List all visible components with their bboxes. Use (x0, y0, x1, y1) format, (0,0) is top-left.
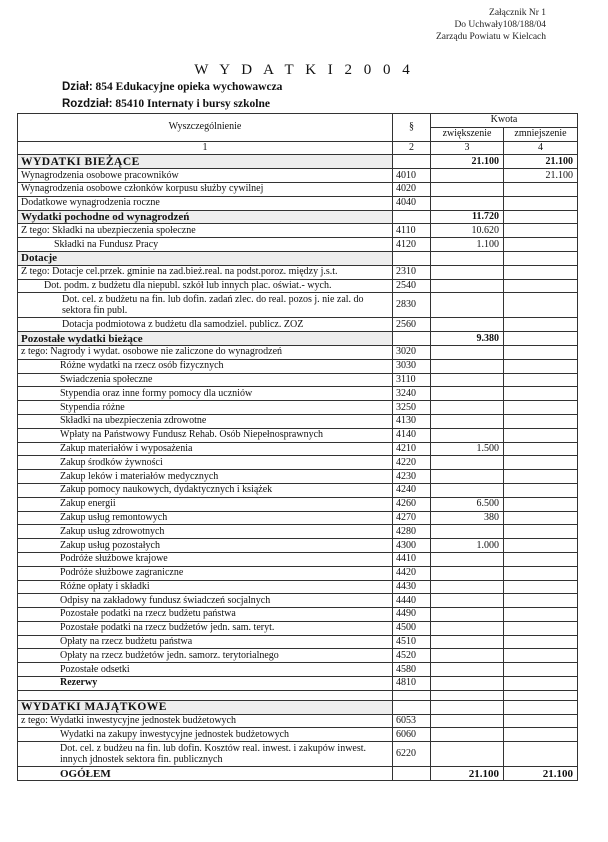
row-decrease (504, 196, 578, 210)
table-row (18, 580, 578, 594)
row-section-code: 4420 (393, 566, 431, 580)
table-row (18, 442, 578, 456)
row-section-code: 6053 (393, 714, 431, 728)
row-description: Zakup usług remontowych (18, 511, 393, 525)
row-decrease (504, 470, 578, 484)
row-decrease (504, 332, 578, 346)
row-description: Dot. cel. z budżetu na fin. lub dofin. zadań zlec. do real. pozos j. nie zal. do sektora fin publ. (18, 293, 393, 318)
header-section: § (393, 114, 431, 142)
row-increase: 1.000 (431, 539, 504, 553)
table-row (18, 279, 578, 293)
row-section-code: 4490 (393, 608, 431, 622)
table-row (18, 196, 578, 210)
table-row (18, 635, 578, 649)
row-description: Pozostałe wydatki bieżące (18, 332, 393, 346)
row-description: Opłaty na rzecz budżetów jedn. samorz. terytorialnego (18, 649, 393, 663)
row-section-code (393, 332, 431, 346)
row-increase (431, 293, 504, 318)
section-row (18, 700, 578, 714)
row-description: Dotacje (18, 251, 393, 265)
row-description: Wynagrodzenia osobowe pracowników (18, 169, 393, 183)
row-increase (431, 345, 504, 359)
row-section-code (393, 155, 431, 169)
row-description: Podróże służbowe krajowe (18, 552, 393, 566)
row-description: Stypendia oraz inne formy pomocy dla uczniów (18, 387, 393, 401)
row-decrease: 21.100 (504, 169, 578, 183)
row-section-code: 4210 (393, 442, 431, 456)
row-description: Dodatkowe wynagrodzenia roczne (18, 196, 393, 210)
row-decrease: 21.100 (504, 155, 578, 169)
table-row (18, 483, 578, 497)
row-description: Pozostałe podatki na rzecz budżetu państwa (18, 608, 393, 622)
row-description: Zakup pomocy naukowych, dydaktycznych i książek (18, 483, 393, 497)
row-increase (431, 742, 504, 767)
row-description: Zakup energii (18, 497, 393, 511)
blank-cell (431, 690, 504, 700)
row-description: Wpłaty na Państwowy Fundusz Rehab. Osób Niepełnosprawnych (18, 428, 393, 442)
row-description: Zakup leków i materiałów medycznych (18, 470, 393, 484)
row-increase: 1.500 (431, 442, 504, 456)
row-description: Dot. podm. z budżetu dla niepubl. szkół lub innych plac. oświat.- wych. (18, 279, 393, 293)
table-row (18, 566, 578, 580)
section-row (18, 210, 578, 224)
row-section-code: 3110 (393, 373, 431, 387)
row-description: WYDATKI BIEŻĄCE (18, 155, 393, 169)
row-section-code (393, 251, 431, 265)
row-decrease (504, 539, 578, 553)
row-decrease (504, 700, 578, 714)
row-increase (431, 594, 504, 608)
row-increase (431, 714, 504, 728)
table-row (18, 238, 578, 252)
table-row (18, 649, 578, 663)
table-row (18, 182, 578, 196)
table-body (18, 155, 578, 767)
row-section-code: 4040 (393, 196, 431, 210)
row-section-code: 4580 (393, 663, 431, 677)
row-decrease (504, 483, 578, 497)
row-decrease (504, 621, 578, 635)
row-section-code: 4300 (393, 539, 431, 553)
total-row (18, 767, 578, 781)
row-decrease (504, 373, 578, 387)
total-label: OGÓŁEM (18, 767, 393, 781)
row-decrease (504, 428, 578, 442)
header-col-4: 4 (504, 141, 578, 155)
row-section-code: 4270 (393, 511, 431, 525)
row-increase (431, 373, 504, 387)
row-description: Świadczenia społeczne (18, 373, 393, 387)
row-description: Podróże służbowe zagraniczne (18, 566, 393, 580)
row-decrease (504, 497, 578, 511)
row-description: Różne opłaty i składki (18, 580, 393, 594)
row-description: Zakup materiałów i wyposażenia (18, 442, 393, 456)
row-decrease (504, 608, 578, 622)
row-section-code: 4010 (393, 169, 431, 183)
row-increase (431, 359, 504, 373)
row-increase (431, 182, 504, 196)
row-description: Z tego: Składki na ubezpieczenia społeczne (18, 224, 393, 238)
row-decrease (504, 414, 578, 428)
table-row (18, 539, 578, 553)
row-decrease (504, 649, 578, 663)
row-decrease (504, 279, 578, 293)
dzial-label: Dział: (62, 81, 93, 93)
header-col-1: 1 (18, 141, 393, 155)
row-decrease (504, 552, 578, 566)
total-decrease: 21.100 (504, 767, 578, 781)
row-section-code: 4520 (393, 649, 431, 663)
row-increase: 1.100 (431, 238, 504, 252)
row-decrease (504, 663, 578, 677)
row-decrease (504, 742, 578, 767)
row-description: Składki na Fundusz Pracy (18, 238, 393, 252)
section-row (18, 332, 578, 346)
row-increase: 9.380 (431, 332, 504, 346)
row-description: Wynagrodzenia osobowe członków korpusu służby cywilnej (18, 182, 393, 196)
header-col-2: 2 (393, 141, 431, 155)
row-section-code (393, 210, 431, 224)
table-row (18, 265, 578, 279)
row-decrease (504, 293, 578, 318)
row-description: Odpisy na zakładowy fundusz świadczeń socjalnych (18, 594, 393, 608)
row-section-code: 2560 (393, 318, 431, 332)
blank-cell (18, 690, 393, 700)
table-row (18, 470, 578, 484)
row-increase (431, 387, 504, 401)
row-increase: 10.620 (431, 224, 504, 238)
table-row (18, 345, 578, 359)
section-row (18, 155, 578, 169)
rozdzial-line (62, 98, 270, 110)
row-increase (431, 456, 504, 470)
row-decrease (504, 566, 578, 580)
table-row (18, 677, 578, 691)
row-decrease (504, 714, 578, 728)
row-increase: 11.720 (431, 210, 504, 224)
row-section-code: 4120 (393, 238, 431, 252)
row-section-code: 2830 (393, 293, 431, 318)
row-section-code: 4220 (393, 456, 431, 470)
row-increase (431, 251, 504, 265)
row-section-code: 2540 (393, 279, 431, 293)
header-increase: zwiększenie (431, 127, 504, 141)
row-increase (431, 677, 504, 691)
attachment-note (436, 7, 546, 43)
table-row (18, 169, 578, 183)
row-description: Dotacja podmiotowa z budżetu dla samodziel. publicz. ZOZ (18, 318, 393, 332)
table-row (18, 511, 578, 525)
row-decrease (504, 401, 578, 415)
row-decrease (504, 635, 578, 649)
row-decrease (504, 594, 578, 608)
row-description: Wydatki pochodne od wynagrodzeń (18, 210, 393, 224)
attachment-line-1: Załącznik Nr 1 (489, 8, 546, 18)
row-section-code: 4240 (393, 483, 431, 497)
row-increase (431, 196, 504, 210)
header-col-3: 3 (431, 141, 504, 155)
table-row (18, 401, 578, 415)
blank-row (18, 690, 578, 700)
row-increase (431, 552, 504, 566)
row-description: Zakup usług pozostałych (18, 539, 393, 553)
table-row (18, 608, 578, 622)
dzial-value: 854 Edukacyjne opieka wychowawcza (95, 81, 283, 93)
row-section-code: 4020 (393, 182, 431, 196)
row-description: z tego: Wydatki inwestycyjne jednostek budżetowych (18, 714, 393, 728)
table-row (18, 293, 578, 318)
row-section-code: 4280 (393, 525, 431, 539)
row-increase (431, 279, 504, 293)
row-description: Różne wydatki na rzecz osób fizycznych (18, 359, 393, 373)
section-row (18, 251, 578, 265)
row-increase (431, 401, 504, 415)
row-decrease (504, 210, 578, 224)
row-section-code: 4410 (393, 552, 431, 566)
row-increase (431, 483, 504, 497)
row-increase (431, 728, 504, 742)
rozdzial-label: Rozdział: (62, 98, 113, 110)
row-increase (431, 566, 504, 580)
row-description: Zakup usług zdrowotnych (18, 525, 393, 539)
row-decrease (504, 442, 578, 456)
row-description: Dot. cel. z budżeu na fin. lub dofin. Kosztów real. inwest. i zakupów inwest. innych jdnostek sektora fin. publicznych (18, 742, 393, 767)
row-decrease (504, 456, 578, 470)
row-increase (431, 635, 504, 649)
row-description: Pozostałe odsetki (18, 663, 393, 677)
row-decrease (504, 182, 578, 196)
row-section-code: 4140 (393, 428, 431, 442)
table-row (18, 373, 578, 387)
table-row (18, 742, 578, 767)
blank-cell (504, 690, 578, 700)
table-row (18, 359, 578, 373)
row-section-code: 4130 (393, 414, 431, 428)
row-decrease (504, 224, 578, 238)
row-section-code: 2310 (393, 265, 431, 279)
row-decrease (504, 580, 578, 594)
total-increase: 21.100 (431, 767, 504, 781)
row-increase: 380 (431, 511, 504, 525)
row-description: Pozostałe podatki na rzecz budżetów jedn. sam. teryt. (18, 621, 393, 635)
row-increase (431, 525, 504, 539)
row-decrease (504, 251, 578, 265)
row-section-code: 4810 (393, 677, 431, 691)
table-row (18, 714, 578, 728)
row-decrease (504, 345, 578, 359)
row-increase (431, 649, 504, 663)
row-description: Wydatki na zakupy inwestycyjne jednostek budżetowych (18, 728, 393, 742)
row-decrease (504, 525, 578, 539)
row-increase (431, 318, 504, 332)
table-row (18, 552, 578, 566)
table-row (18, 456, 578, 470)
row-section-code: 4500 (393, 621, 431, 635)
attachment-line-3: Zarządu Powiatu w Kielcach (436, 32, 546, 42)
expenses-table (17, 113, 578, 781)
row-section-code (393, 700, 431, 714)
rozdzial-value: 85410 Internaty i bursy szkolne (115, 98, 270, 110)
table-row (18, 728, 578, 742)
attachment-line-2: Do Uchwały108/188/04 (454, 20, 546, 30)
dzial-line (62, 81, 282, 93)
row-decrease (504, 318, 578, 332)
header-description: Wyszczególnienie (18, 114, 393, 142)
row-increase (431, 428, 504, 442)
table-row (18, 414, 578, 428)
total-section (393, 767, 431, 781)
row-decrease (504, 677, 578, 691)
row-section-code: 4430 (393, 580, 431, 594)
table-row (18, 428, 578, 442)
row-decrease (504, 511, 578, 525)
row-decrease (504, 265, 578, 279)
row-description: Stypendia różne (18, 401, 393, 415)
table-row (18, 224, 578, 238)
table-row (18, 663, 578, 677)
row-description: Opłaty na rzecz budżetu państwa (18, 635, 393, 649)
row-description: Z tego: Dotacje cel.przek. gminie na zad.bież.real. na podst.poroz. między j.s.t. (18, 265, 393, 279)
row-increase (431, 663, 504, 677)
row-increase (431, 580, 504, 594)
row-increase (431, 621, 504, 635)
row-increase: 6.500 (431, 497, 504, 511)
table-row (18, 387, 578, 401)
row-decrease (504, 359, 578, 373)
table-row (18, 497, 578, 511)
document-title: W Y D A T K I 2 0 0 4 (194, 62, 414, 78)
header-decrease: zmniejszenie (504, 127, 578, 141)
row-description: WYDATKI MAJĄTKOWE (18, 700, 393, 714)
row-section-code: 3030 (393, 359, 431, 373)
row-increase (431, 265, 504, 279)
row-section-code: 4110 (393, 224, 431, 238)
row-increase (431, 470, 504, 484)
header-amount: Kwota (431, 114, 578, 128)
row-section-code: 6220 (393, 742, 431, 767)
row-increase: 21.100 (431, 155, 504, 169)
row-section-code: 6060 (393, 728, 431, 742)
blank-cell (393, 690, 431, 700)
row-section-code: 3240 (393, 387, 431, 401)
row-section-code: 4440 (393, 594, 431, 608)
table-row (18, 525, 578, 539)
row-increase (431, 414, 504, 428)
row-description: Zakup środków żywności (18, 456, 393, 470)
row-description: Rezerwy (18, 677, 393, 691)
row-increase (431, 608, 504, 622)
table-row (18, 318, 578, 332)
row-section-code: 3020 (393, 345, 431, 359)
row-section-code: 3250 (393, 401, 431, 415)
row-section-code: 4510 (393, 635, 431, 649)
row-increase (431, 169, 504, 183)
row-section-code: 4230 (393, 470, 431, 484)
row-description: Składki na ubezpieczenia zdrowotne (18, 414, 393, 428)
row-decrease (504, 728, 578, 742)
row-section-code: 4260 (393, 497, 431, 511)
row-decrease (504, 238, 578, 252)
row-increase (431, 700, 504, 714)
row-description: z tego: Nagrody i wydat. osobowe nie zaliczone do wynagrodzeń (18, 345, 393, 359)
table-row (18, 594, 578, 608)
table-row (18, 621, 578, 635)
row-decrease (504, 387, 578, 401)
